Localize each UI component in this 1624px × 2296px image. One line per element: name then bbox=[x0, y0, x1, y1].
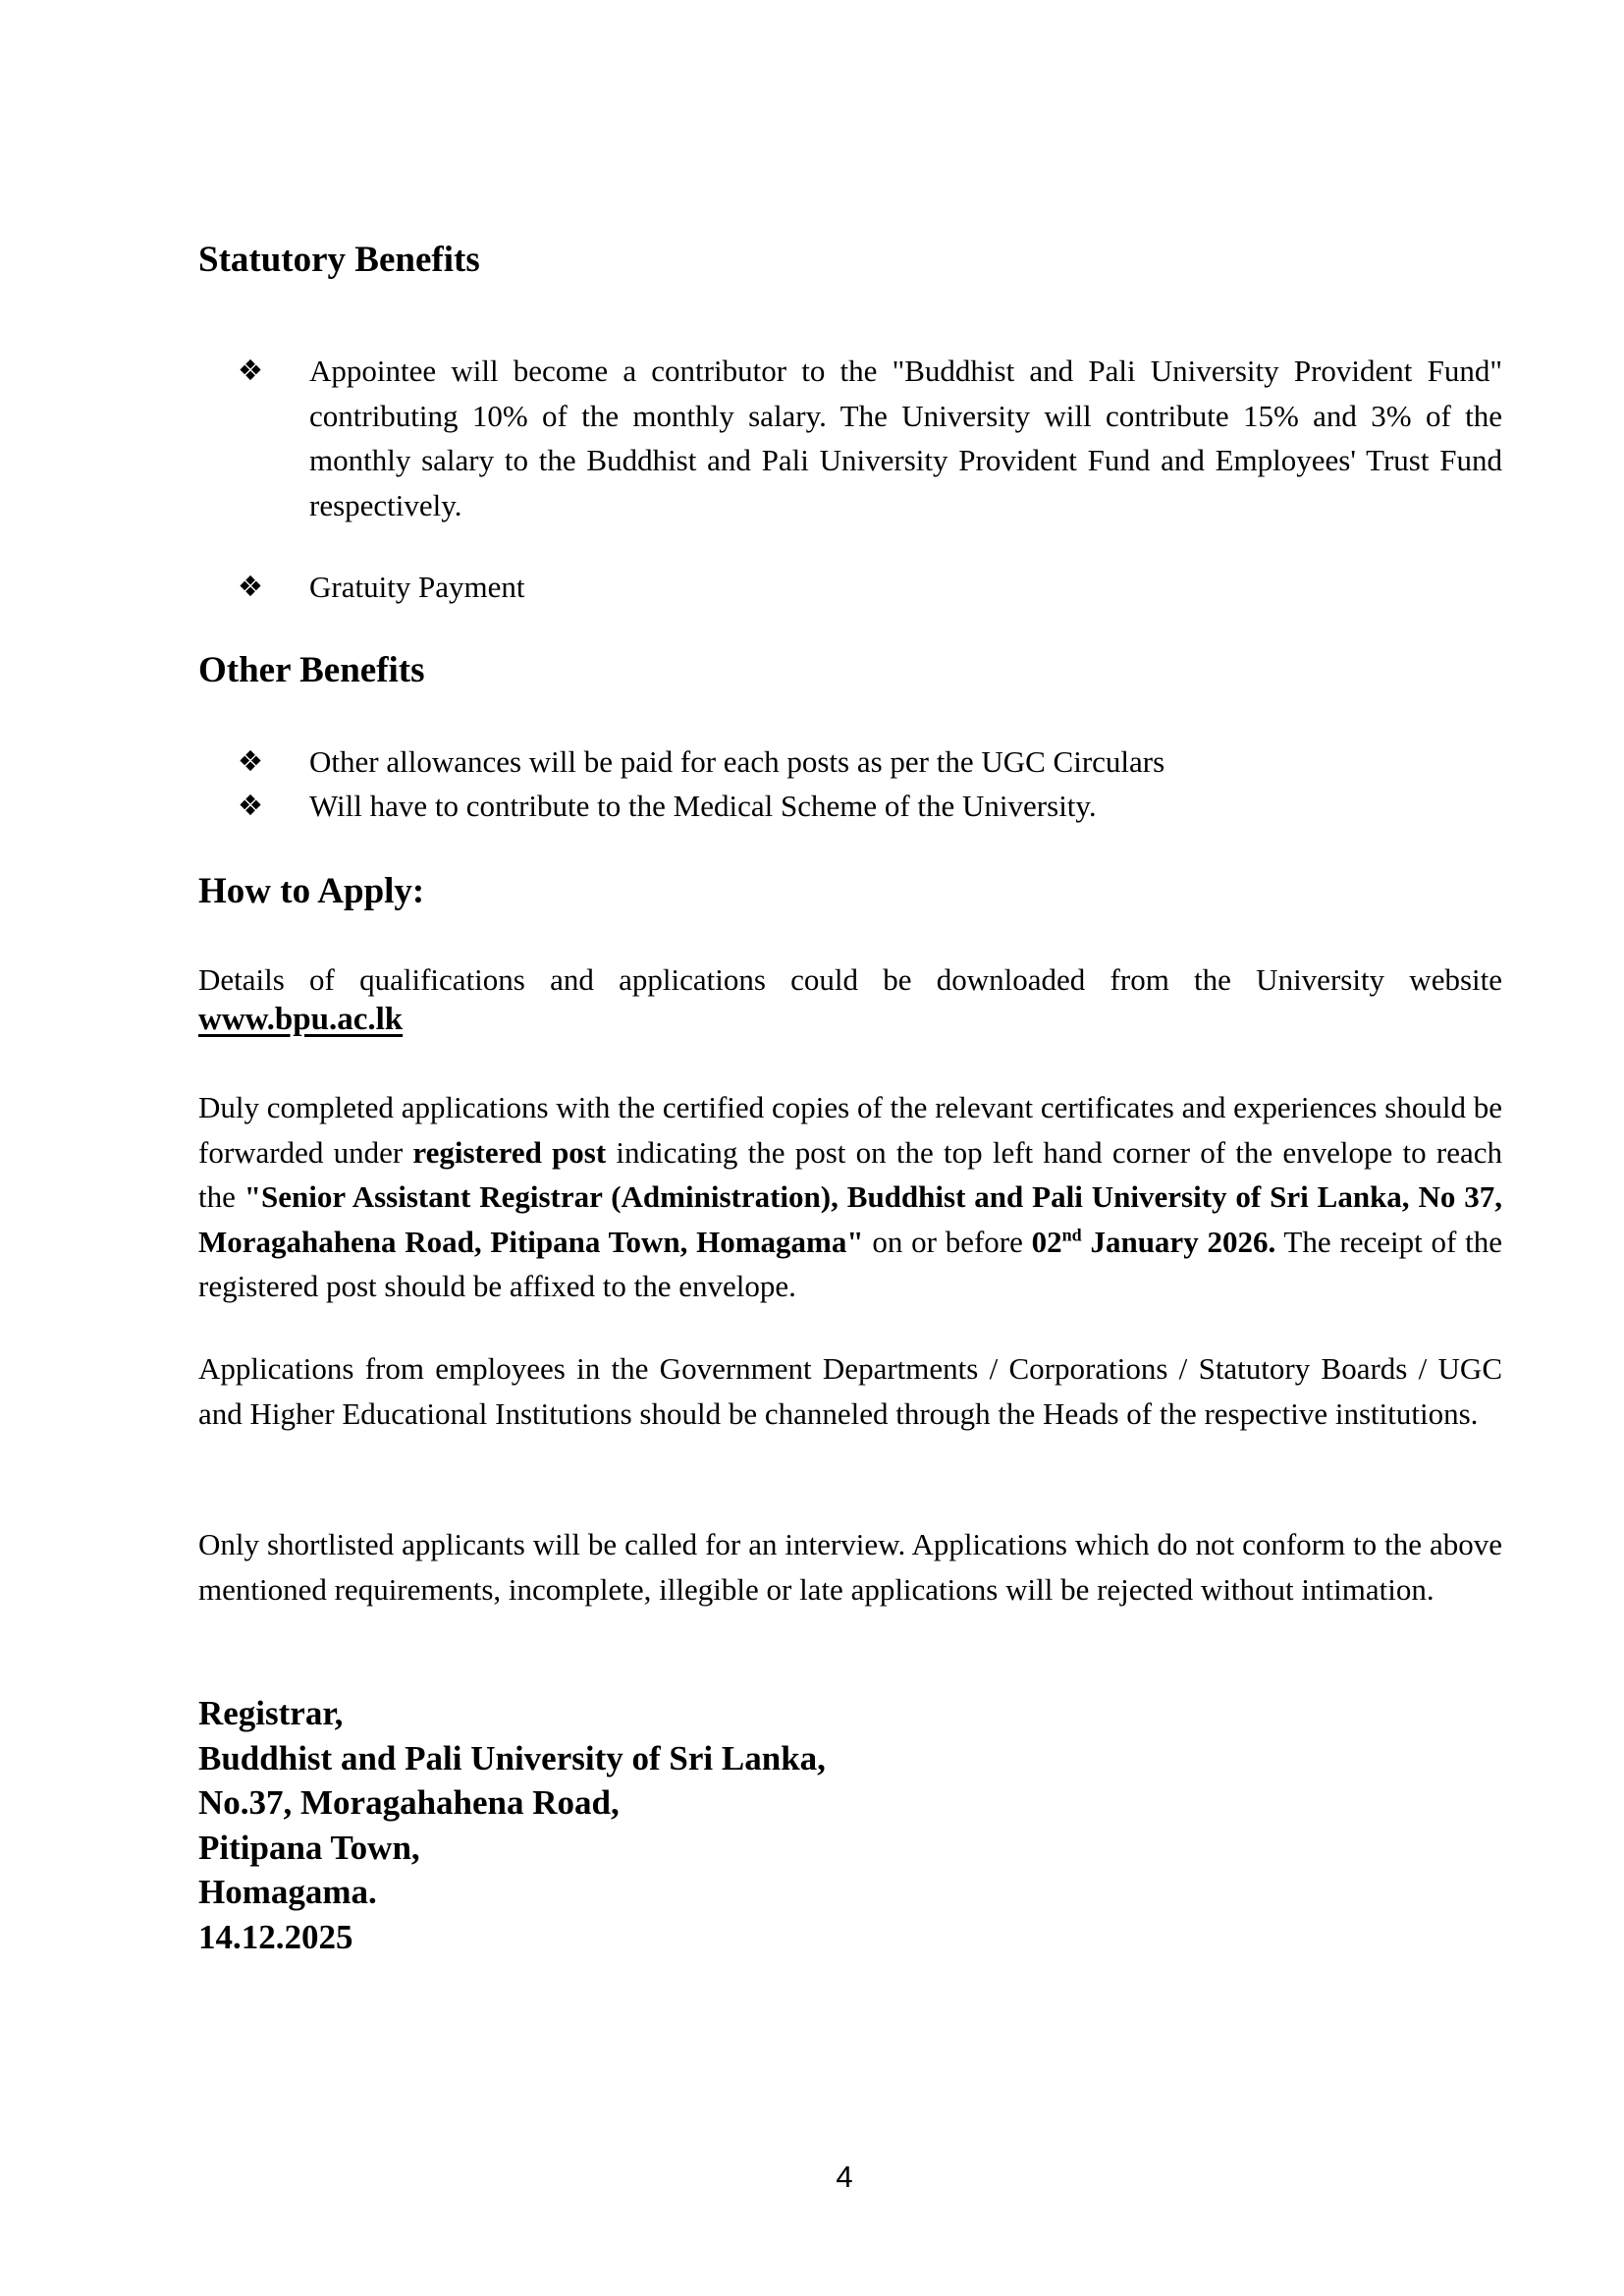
text-run: January 2026. bbox=[1081, 1224, 1276, 1259]
diamond-bullet-icon: ❖ bbox=[238, 789, 263, 822]
details-paragraph: Details of qualifications and applications could be downloaded from the University website bbox=[198, 962, 1502, 997]
signature-line: Registrar, bbox=[198, 1694, 344, 1732]
text-run: 02 bbox=[1031, 1224, 1062, 1259]
signature-line: 14.12.2025 bbox=[198, 1917, 353, 1956]
diamond-bullet-icon: ❖ bbox=[238, 570, 263, 603]
bullet-item-allowances bbox=[198, 739, 1502, 785]
text-run: registered post bbox=[412, 1134, 607, 1170]
page-number: 4 bbox=[836, 2159, 853, 2194]
signature-line: Homagama. bbox=[198, 1873, 377, 1911]
text-run: Other allowances will be paid for each posts as per the UGC Circulars bbox=[309, 744, 1165, 779]
text-run: Applications from employees in the Government Departments / Corporations / Statutory Boards / UGC and Higher Educational Institutions should be channeled through the Heads of the respective institutions. bbox=[198, 1351, 1502, 1431]
bullet-item-medical-scheme bbox=[198, 784, 1502, 829]
text-run: Only shortlisted applicants will be called for an interview. Applications which do not conform to the above mentioned requirements, incomplete, illegible or late applications will be rejected without intimation. bbox=[198, 1527, 1502, 1607]
diamond-bullet-icon: ❖ bbox=[238, 354, 263, 387]
text-run: Appointee will become a contributor to the "Buddhist and Pali University Provident Fund" contributing 10% of the monthly salary. The University will contribute 15% and 3% of the monthly salary to the Buddhist and Pali University Provident Fund and Employees' Trust Fund respectively. bbox=[309, 354, 1502, 522]
text-run: Gratuity Payment bbox=[309, 570, 525, 604]
text-run: indicating the post on the top left hand corner of the envelope to reach the bbox=[198, 1134, 1502, 1214]
text-run: Will have to contribute to the Medical Scheme of the University. bbox=[309, 789, 1097, 823]
signature-block bbox=[198, 1691, 1502, 1959]
text-run: The receipt of the registered post should be affixed to the envelope. bbox=[198, 1224, 1502, 1303]
bullet-text-gratuity bbox=[309, 565, 1502, 610]
bullet-item-gratuity bbox=[198, 565, 1502, 610]
channeling-paragraph bbox=[198, 1346, 1502, 1436]
text-run: nd bbox=[1061, 1225, 1082, 1245]
statutory-benefits-heading: Statutory Benefits bbox=[198, 240, 480, 280]
diamond-bullet-icon: ❖ bbox=[238, 744, 263, 778]
text-run: Duly completed applications with the certified copies of the relevant certificates and experiences should be forwarded under bbox=[198, 1090, 1502, 1170]
text-run: "Senior Assistant Registrar (Administration), Buddhist and Pali University of Sri Lanka, No 37, Moragahahena Road, Pitipana Town, Homagama" bbox=[198, 1179, 1502, 1259]
bullet-text-allowances bbox=[309, 739, 1502, 785]
text-run: on or before bbox=[863, 1224, 1032, 1259]
bullet-text-provident-fund bbox=[309, 349, 1502, 527]
shortlist-paragraph bbox=[198, 1522, 1502, 1612]
bullet-text-medical-scheme bbox=[309, 784, 1502, 829]
university-website-link: www.bpu.ac.lk bbox=[198, 1002, 404, 1037]
application-instructions-paragraph bbox=[198, 1085, 1502, 1309]
signature-line: No.37, Moragahahena Road, bbox=[198, 1783, 620, 1822]
signature-line: Buddhist and Pali University of Sri Lanka, bbox=[198, 1738, 826, 1777]
signature-line: Pitipana Town, bbox=[198, 1828, 420, 1867]
other-benefits-heading: Other Benefits bbox=[198, 650, 425, 690]
bullet-item-provident-fund bbox=[198, 349, 1502, 527]
how-to-apply-heading: How to Apply: bbox=[198, 871, 425, 911]
